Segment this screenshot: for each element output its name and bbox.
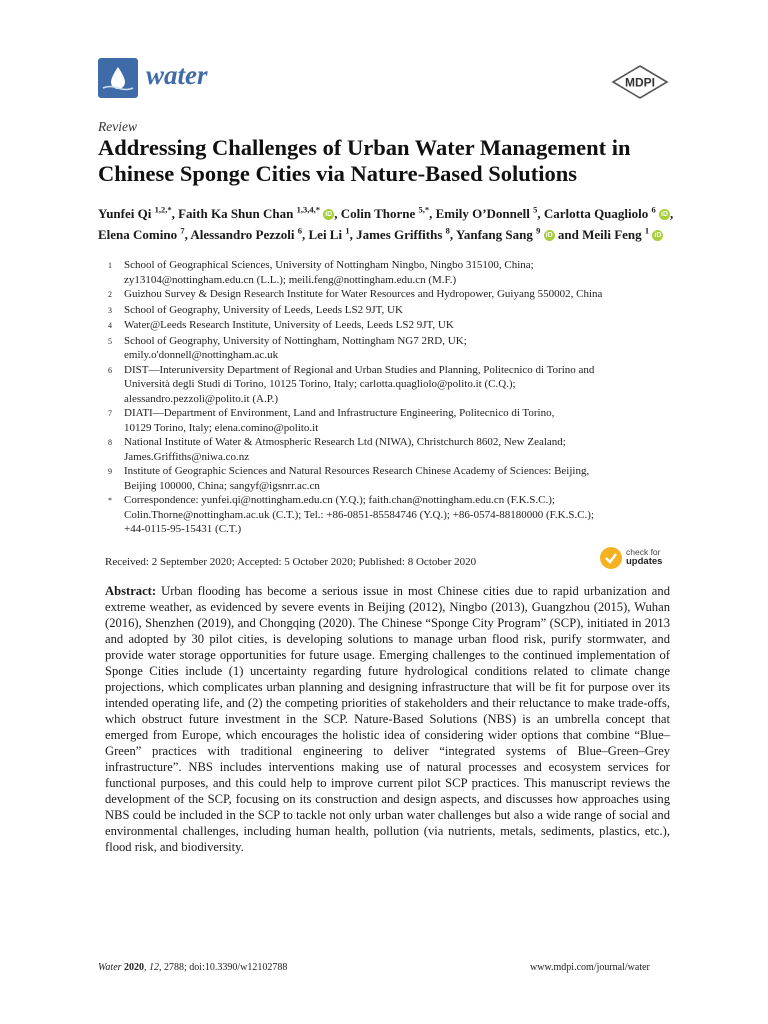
author bbox=[582, 227, 663, 242]
affiliation-line: Beijing 100000, China; sangyf@igsnrr.ac.cn bbox=[124, 479, 320, 492]
affiliation-number: 5 bbox=[108, 336, 112, 346]
affiliation-line: Water@Leeds Research Institute, University of Leeds, Leeds LS2 9JT, UK bbox=[124, 319, 454, 331]
footer-url[interactable]: www.mdpi.com/journal/water bbox=[530, 962, 650, 973]
affiliation-item bbox=[98, 303, 678, 319]
affiliation-item bbox=[98, 406, 678, 435]
affiliation-line: DIATI—Department of Environment, Land and Infrastructure Engineering, Politecnico di Torino, bbox=[124, 407, 555, 419]
check-updates-icon bbox=[600, 547, 622, 569]
affiliation-item bbox=[98, 493, 678, 537]
affiliation-number: 4 bbox=[108, 321, 112, 330]
author-name: James Griffiths bbox=[356, 226, 443, 242]
author-name: Lei Li bbox=[308, 226, 343, 242]
affiliation-line: School of Geography, University of Leeds, Leeds LS2 9JT, UK bbox=[124, 303, 403, 316]
author-affiliation-sup: 8 bbox=[445, 225, 450, 236]
author bbox=[190, 227, 308, 242]
author-separator: and bbox=[554, 226, 583, 242]
author bbox=[456, 227, 582, 242]
author bbox=[544, 206, 673, 221]
orcid-icon[interactable]: iD bbox=[654, 231, 662, 239]
author-affiliation-sup: 5 bbox=[533, 205, 538, 215]
water-drop-icon bbox=[98, 58, 138, 98]
author bbox=[436, 206, 544, 221]
author-name: Alessandro Pezzoli bbox=[190, 226, 295, 242]
author bbox=[98, 206, 178, 221]
footer-volume: 12 bbox=[149, 962, 160, 973]
author-separator: , bbox=[429, 206, 436, 222]
check-updates-line2: updates bbox=[626, 556, 663, 567]
author-affiliation-sup: 1,3,4,* bbox=[296, 205, 320, 215]
affiliation-item bbox=[98, 363, 678, 407]
author bbox=[178, 206, 341, 221]
author-affiliation-sup: 1,2,* bbox=[154, 205, 172, 215]
footer-citation: Water 2020, 12, 2788; doi:10.3390/w12102788 bbox=[98, 962, 288, 973]
affiliation-number: * bbox=[108, 496, 112, 505]
author-list bbox=[98, 202, 678, 243]
author-separator: , bbox=[449, 226, 456, 242]
affiliation-number: 6 bbox=[108, 365, 112, 375]
affiliation-number: 2 bbox=[108, 290, 112, 299]
author-name: Colin Thorne bbox=[340, 206, 416, 222]
author-affiliation-sup: 1 bbox=[345, 225, 350, 236]
affiliation-number: 9 bbox=[108, 467, 112, 476]
author-separator: , bbox=[670, 206, 674, 222]
affiliation-item bbox=[98, 258, 678, 287]
author-name: Meili Feng bbox=[582, 226, 642, 242]
affiliation-line: alessandro.pezzoli@polito.it (A.P.) bbox=[124, 392, 279, 405]
orcid-icon[interactable]: iD bbox=[545, 231, 553, 239]
footer-doi: , 2788; doi:10.3390/w12102788 bbox=[159, 962, 288, 973]
article-type: Review bbox=[98, 119, 137, 134]
author-affiliation-sup: 1 bbox=[644, 225, 650, 236]
affiliation-line: School of Geographical Sciences, University of Nottingham Ningbo, Ningbo 315100, China; bbox=[124, 259, 534, 271]
author-separator: , bbox=[349, 226, 357, 242]
abstract-text: Urban flooding has become a serious issue in most Chinese cities due to rapid urbanization and extreme weather, as evidenced by severe events in Beijing (2012), Ningbo (2013), Guangzhou (2015), Wuhan (2016), Shenzhen (2019), and Chongqing (2020). The Chinese “Sponge City Program” (SCP), initiated in 2013 and adopted by 30 pilot cities, is developing solutions to manage urban flood risk, purify stormwater, and provide water storage opportunities for future usage. Emerging challenges to the continued implementation of Sponge Cities include (1) uncertainty regarding future hydrological conditions related to climate change projections, which complicates urban planning and designing infrastructure that will be fit for purpose over its intended operating life, and (2) the competing priorities of stakeholders and their reluctance to make trade-offs, which obstruct future investment in the SCP. Nature-Based Solutions (NBS) is an umbrella concept that emerged from Europe, which encourages the holistic idea of considering wider options that combine “Blue–Green” practices with traditional engineering to deliver “integrated systems of Blue–Green–Grey infrastructure”. NBS includes interventions making use of natural processes and ecosystem services for functional purposes, and this could help to improve current pilot SCP practices. This manuscript reviews the development of the SCP, focusing on its construction and design aspects, and discusses how approaches using NBS could be included in the SCP to tackle not only urban water challenges but also a wide range of social and environmental challenges, including human health, pollution (via nutrients, metals, sediments, plastics, etc.), flood risk, and biodiversity. bbox=[105, 584, 670, 854]
author-affiliation-sup: 6 bbox=[297, 225, 302, 236]
footer-journal: Water bbox=[98, 962, 122, 973]
affiliation-number: 8 bbox=[108, 438, 112, 447]
orcid-icon[interactable]: iD bbox=[325, 211, 333, 219]
author-affiliation-sup: 7 bbox=[180, 225, 185, 236]
affiliation-line: School of Geography, University of Nottingham, Nottingham NG7 2RD, UK; bbox=[124, 334, 467, 347]
mdpi-logo-text: MDPI bbox=[625, 75, 655, 90]
affiliation-line: zy13104@nottingham.edu.cn (L.L.); meili.feng@nottingham.edu.cn (M.F.) bbox=[124, 273, 457, 286]
journal-name: water bbox=[146, 60, 208, 90]
affiliation-line: Università degli Studi di Torino, 10125 Torino, Italy; carlotta.quagliolo@polito.it (C.Q.); bbox=[124, 378, 516, 390]
author-affiliation-sup: 6 bbox=[651, 205, 656, 215]
affiliation-line: DIST—Interuniversity Department of Regional and Urban Studies and Planning, Politecnico di Torino and bbox=[124, 363, 595, 376]
author bbox=[98, 227, 190, 242]
affiliations bbox=[98, 258, 678, 537]
author-name: Carlotta Quagliolo bbox=[543, 206, 649, 222]
journal-logo bbox=[98, 58, 138, 98]
affiliation-line: James.Griffiths@niwa.co.nz bbox=[124, 450, 250, 463]
author-affiliation-sup: 5,* bbox=[418, 205, 430, 215]
author-name: Yanfang Sang bbox=[455, 226, 533, 242]
affiliation-line: emily.o'donnell@nottingham.ac.uk bbox=[124, 349, 279, 361]
check-updates-line1: check for bbox=[626, 547, 661, 557]
affiliation-line: Correspondence: yunfei.qi@nottingham.edu.cn (Y.Q.); faith.chan@nottingham.edu.cn (F.K.S.C.); bbox=[124, 494, 555, 506]
author bbox=[356, 227, 456, 242]
author-name: Faith Ka Shun Chan bbox=[178, 206, 294, 222]
author-separator: , bbox=[302, 226, 309, 242]
abstract-label: Abstract: bbox=[105, 584, 157, 598]
affiliation-item bbox=[98, 334, 678, 363]
affiliation-item bbox=[98, 435, 678, 464]
affiliation-item bbox=[98, 318, 678, 334]
abstract bbox=[105, 583, 670, 855]
author-name: Elena Comino bbox=[98, 226, 178, 242]
affiliation-line: +44-0115-95-15431 (C.T.) bbox=[124, 523, 242, 535]
paper-title: Addressing Challenges of Urban Water Management in Chinese Sponge Cities via Nature-Based Solutions bbox=[98, 135, 631, 186]
affiliation-line: Guizhou Survey & Design Research Institute for Water Resources and Hydropower, Guiyang 550002, China bbox=[124, 288, 603, 300]
affiliation-number: 1 bbox=[108, 261, 112, 270]
author bbox=[309, 227, 357, 242]
affiliation-line: National Institute of Water & Atmospheric Research Ltd (NIWA), Christchurch 8602, New Zealand; bbox=[124, 436, 566, 448]
affiliation-line: 10129 Torino, Italy; elena.comino@polito.it bbox=[124, 421, 319, 434]
footer-year: 2020 bbox=[124, 962, 145, 973]
author-separator: , bbox=[184, 226, 191, 242]
affiliation-item bbox=[98, 287, 678, 303]
author-affiliation-sup: 9 bbox=[536, 225, 541, 236]
check-for-updates-badge[interactable] bbox=[600, 546, 680, 568]
author-separator: , bbox=[334, 206, 341, 222]
affiliation-line: Colin.Thorne@nottingham.ac.uk (C.T.); Tel.: +86-0851-85584746 (Y.Q.); +86-0574-88180000 (F.K.S.C.); bbox=[124, 508, 595, 521]
mdpi-logo bbox=[611, 65, 669, 99]
affiliation-number: 7 bbox=[108, 409, 112, 418]
orcid-icon[interactable]: iD bbox=[661, 211, 668, 219]
author-separator: , bbox=[537, 206, 544, 222]
author-name: Emily O’Donnell bbox=[435, 206, 530, 222]
affiliation-line: Institute of Geographic Sciences and Natural Resources Research Chinese Academy of Sciences: Beijing, bbox=[124, 465, 590, 477]
publication-dates: Received: 2 September 2020; Accepted: 5 October 2020; Published: 8 October 2020 bbox=[105, 556, 477, 568]
author-name: Yunfei Qi bbox=[98, 206, 152, 222]
author bbox=[341, 206, 436, 221]
author-separator: , bbox=[171, 206, 179, 222]
affiliation-number: 3 bbox=[108, 305, 112, 315]
affiliation-item bbox=[98, 464, 678, 493]
